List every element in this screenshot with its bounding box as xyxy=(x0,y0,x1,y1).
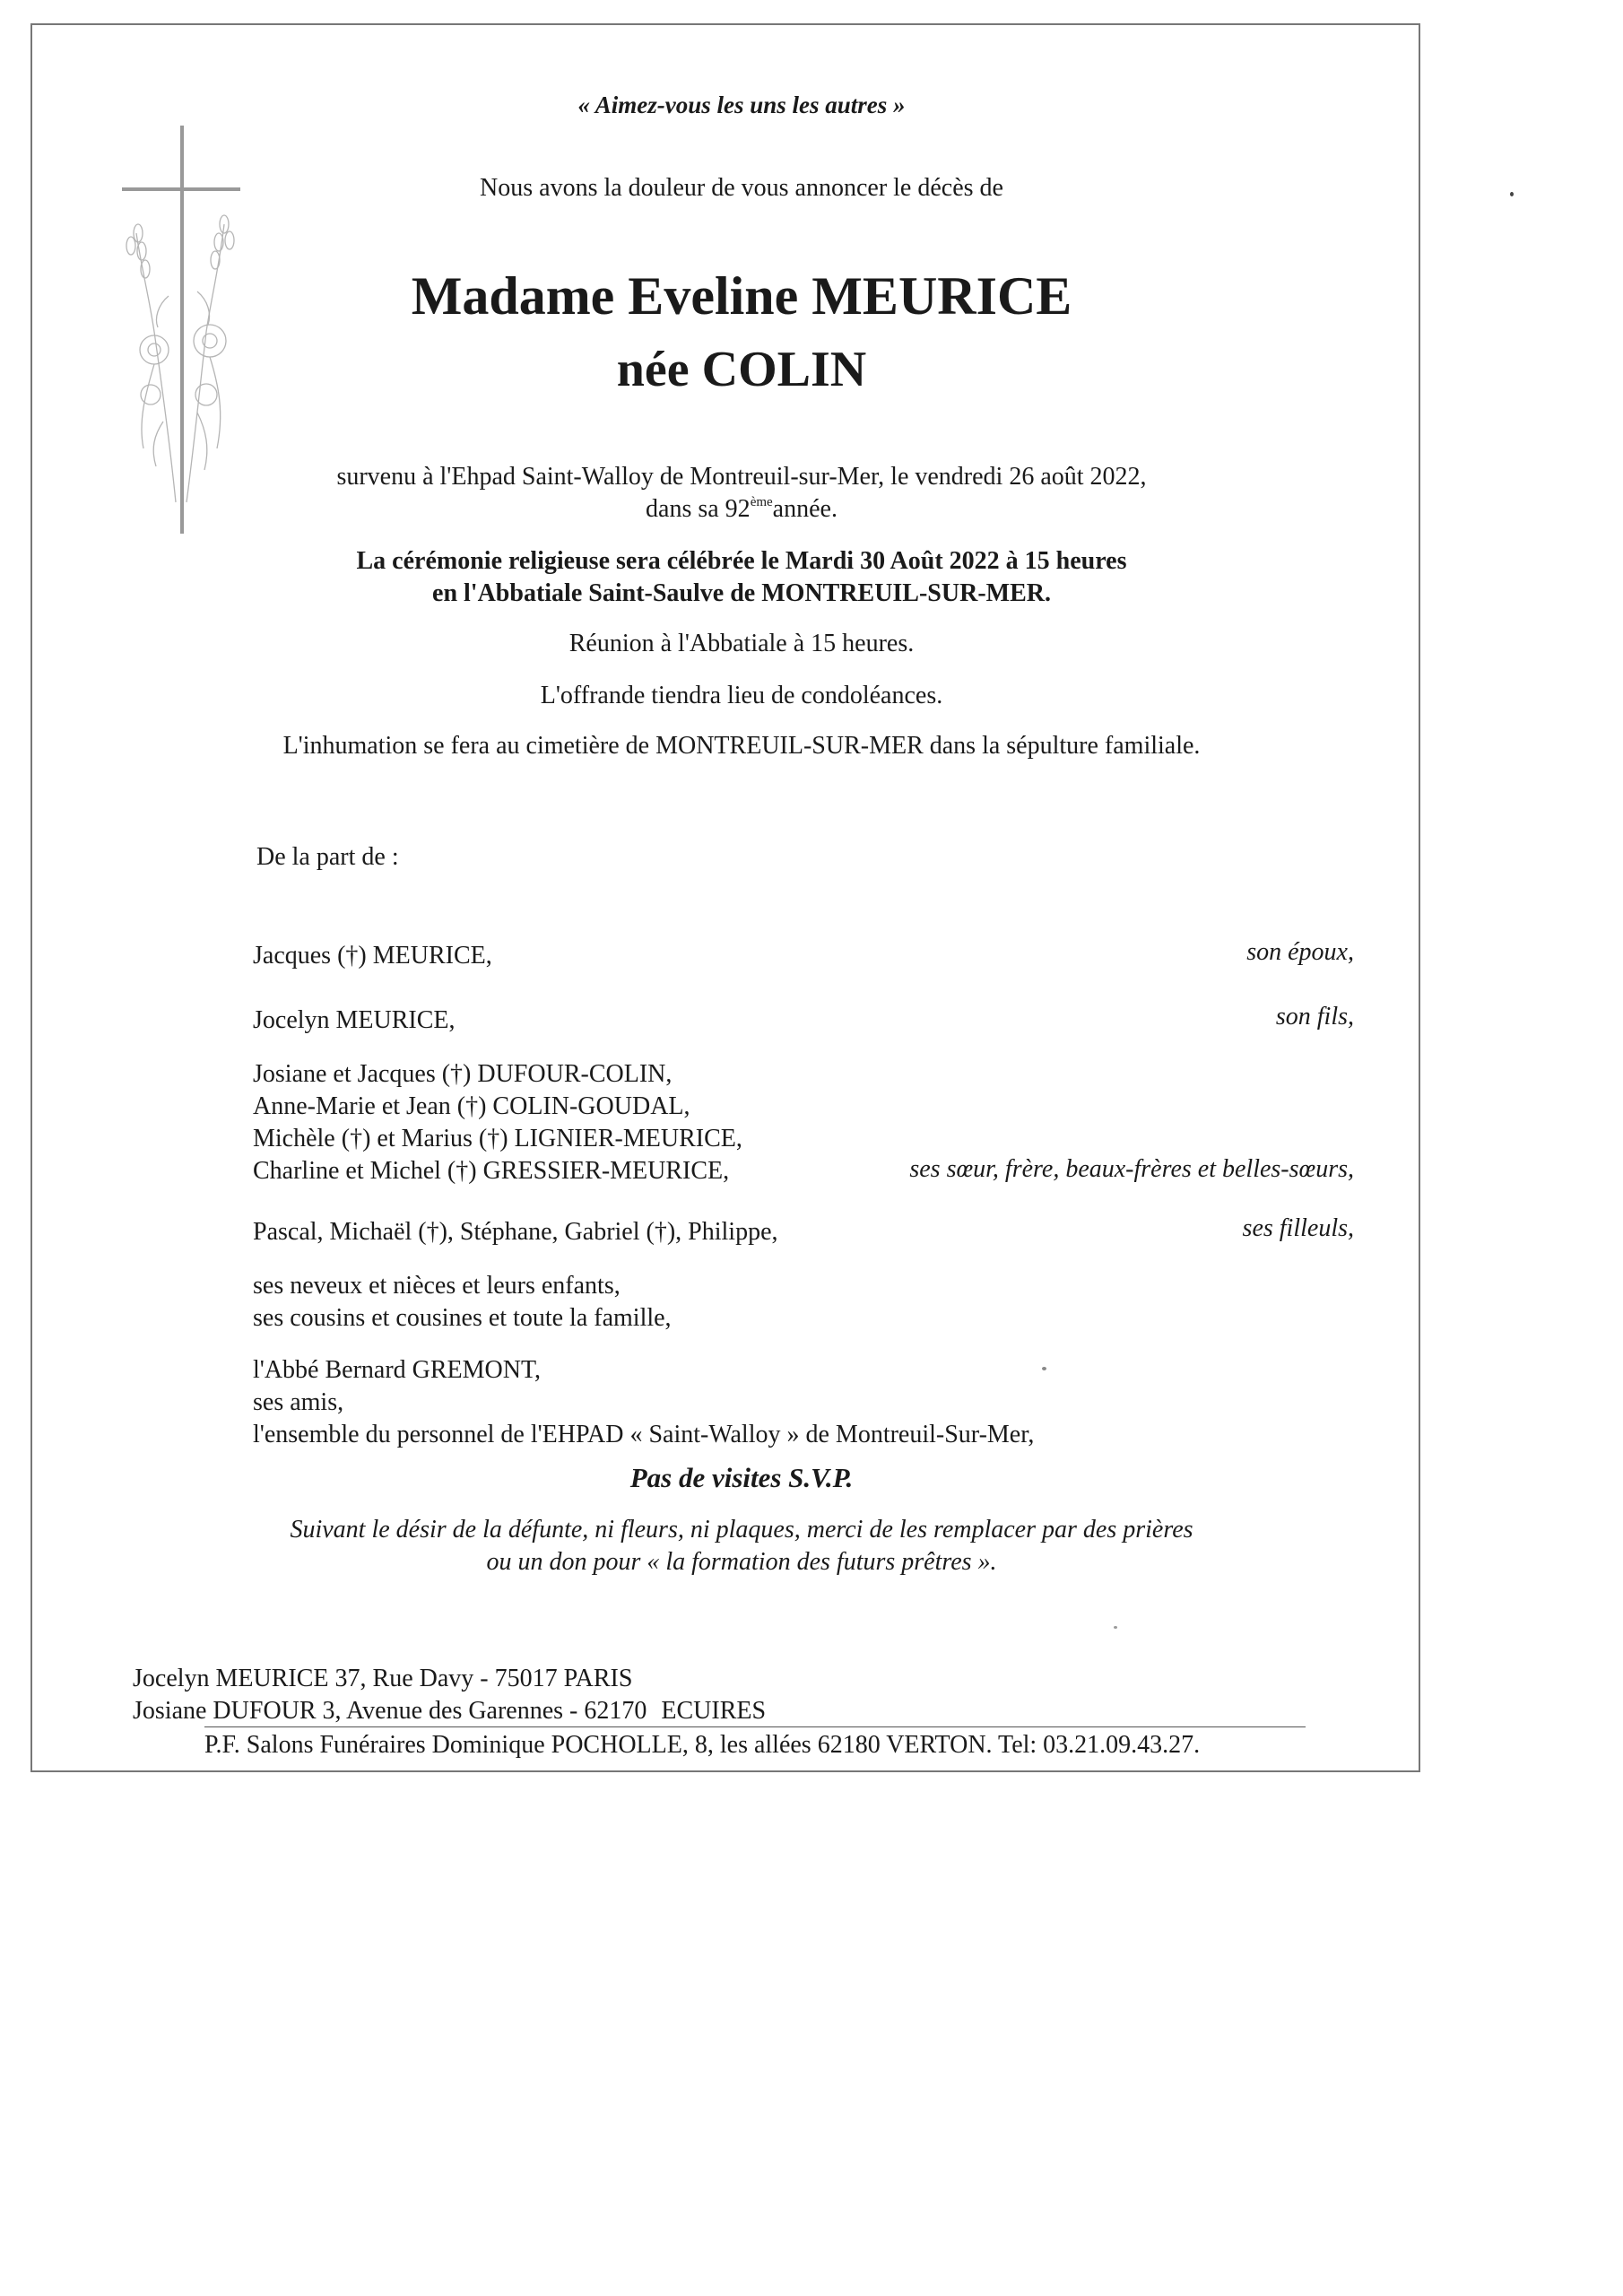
family-name-line: ses neveux et nièces et leurs enfants, xyxy=(253,1272,621,1300)
ceremony-line-2: en l'Abbatiale Saint-Saulve de MONTREUIL-SUR-MER. xyxy=(432,579,1051,607)
age-suffix: année. xyxy=(772,495,838,523)
footer-rule xyxy=(204,1726,1306,1727)
motto: « Aimez-vous les uns les autres » xyxy=(577,91,906,118)
address-line-2 xyxy=(133,1697,766,1726)
no-visits-note: Pas de visites S.V.P. xyxy=(629,1462,854,1493)
address-line-2-text: Josiane DUFOUR 3, Avenue des Garennes - 62170 xyxy=(133,1697,647,1725)
announcement-intro: Nous avons la douleur de vous annoncer le décès de xyxy=(480,174,1003,202)
family-name-line: Charline et Michel (†) GRESSIER-MEURICE, xyxy=(253,1157,730,1185)
wish-line-2: ou un don pour « la formation des futurs prêtres ». xyxy=(486,1548,997,1576)
address-line-1: Jocelyn MEURICE 37, Rue Davy - 75017 PARIS xyxy=(133,1665,633,1692)
family-name-line: Jocelyn MEURICE, xyxy=(253,1006,456,1034)
family-name-line: Jacques (†) MEURICE, xyxy=(253,942,492,970)
inhumation-text: L'inhumation se fera au cimetière de MONTREUIL-SUR-MER dans la sépulture familiale. xyxy=(282,732,1201,760)
age-superscript: ème xyxy=(750,494,773,509)
family-relation: ses sœur, frère, beaux-frères et belles-sœurs, xyxy=(909,1155,1354,1183)
funeral-home: P.F. Salons Funéraires Dominique POCHOLLE, 8, les allées 62180 VERTON. Tel: 03.21.09.43.27. xyxy=(204,1731,1201,1759)
family-name-line: l'ensemble du personnel de l'EHPAD « Saint-Walloy » de Montreuil-Sur-Mer, xyxy=(253,1421,1035,1448)
deceased-name: Madame Eveline MEURICE xyxy=(411,266,1072,326)
death-place-date: survenu à l'Ehpad Saint-Walloy de Montreuil-sur-Mer, le vendredi 26 août 2022, xyxy=(336,463,1147,491)
wish-line-1: Suivant le désir de la défunte, ni fleurs, ni plaques, merci de les remplacer par des prières xyxy=(290,1516,1193,1544)
death-age xyxy=(0,495,1483,524)
family-intro: De la part de : xyxy=(256,843,399,871)
ceremony-line-1: La cérémonie religieuse sera célébrée le Mardi 30 Août 2022 à 15 heures xyxy=(356,547,1127,575)
family-name-line: Josiane et Jacques (†) DUFOUR-COLIN, xyxy=(253,1060,673,1088)
family-relation: son époux, xyxy=(1246,938,1354,966)
scan-speck xyxy=(1042,1367,1046,1370)
offrande-text: L'offrande tiendra lieu de condoléances. xyxy=(540,682,943,709)
scan-speck xyxy=(1510,192,1514,196)
family-name-line: ses cousins et cousines et toute la famille, xyxy=(253,1304,672,1332)
family-name-line: ses amis, xyxy=(253,1388,344,1416)
scan-speck xyxy=(1114,1626,1117,1629)
family-name-line: Pascal, Michaël (†), Stéphane, Gabriel (†), Philippe, xyxy=(253,1218,778,1246)
family-name-line: l'Abbé Bernard GREMONT, xyxy=(253,1356,542,1384)
family-name-line: Michèle (†) et Marius (†) LIGNIER-MEURICE, xyxy=(253,1125,742,1152)
address-line-2-city: ECUIRES xyxy=(661,1697,767,1725)
age-prefix: dans sa 92 xyxy=(646,495,751,523)
reunion-text: Réunion à l'Abbatiale à 15 heures. xyxy=(568,630,915,657)
family-relation: son fils, xyxy=(1275,1003,1354,1031)
maiden-name: née COLIN xyxy=(616,342,867,397)
family-name-line: Anne-Marie et Jean (†) COLIN-GOUDAL, xyxy=(253,1092,690,1120)
family-relation: ses filleuls, xyxy=(1242,1214,1354,1242)
